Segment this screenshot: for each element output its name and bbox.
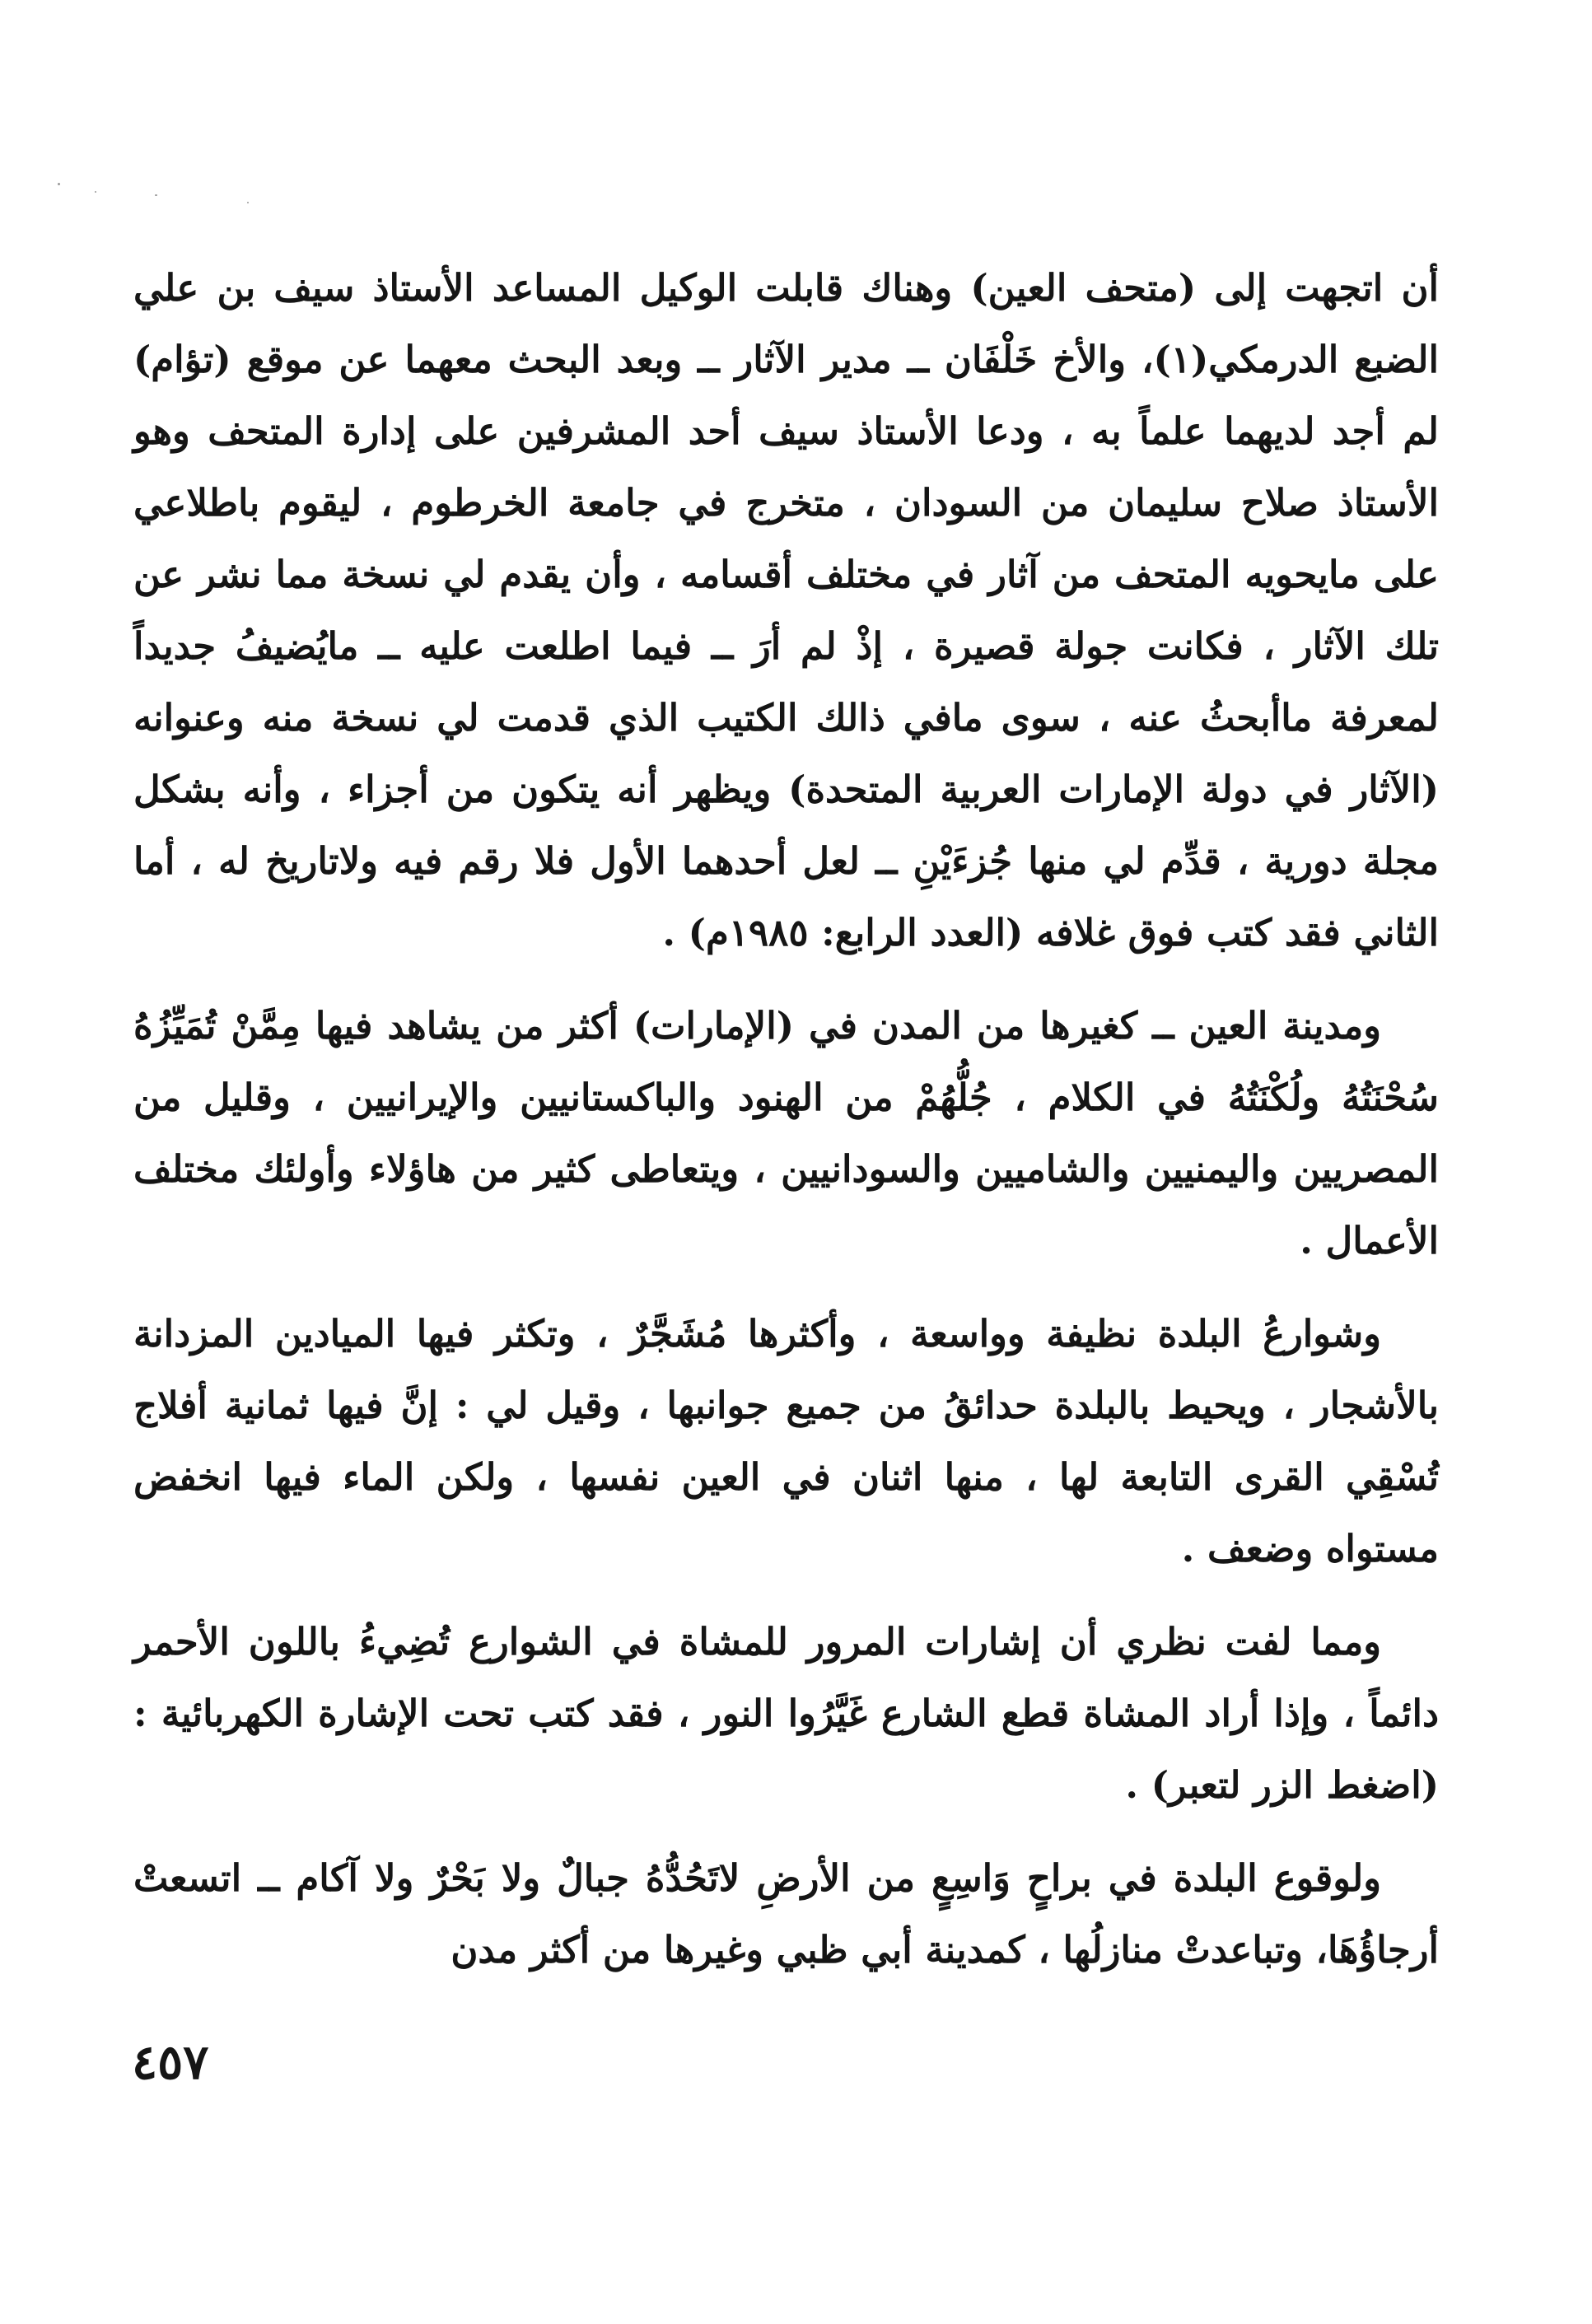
scan-speck [58, 183, 60, 185]
scan-speck [155, 194, 157, 196]
paragraph-3: وشوارعُ البلدة نظيفة وواسعة ، وأكثرها مُشَجَّرٌ ، وتكثر فيها الميادين المزدانة بالأشجار ، ويحيط بالبلدة حدائقُ من جميع جوانبها ، وقيل لي : إنَّ فيها ثمانية أفلاج تُسْقِي القرى التابعة لها ، منها اثنان في العين نفسها ، ولكن الماء فيها انخفض مستواه وضعف . [133, 1312, 1439, 1570]
paragraph-2: ومدينة العين ــ كغيرها من المدن في (الإمارات) أكثر من يشاهد فيها مِمَّنْ تُمَيِّزُهُ سُحْنَتُهُ ولُكْنَتُهُ في الكلام ، جُلُّهُمْ من الهنود والباكستانيين والإيرانيين ، وقليل من المصريين واليمنيين والشاميين والسودانيين ، ويتعاطى كثير من هاؤلاء وأولئك مختلف الأعمال . [133, 1004, 1439, 1262]
scan-speck [95, 191, 96, 193]
page-number: ٤٥٧ [132, 2034, 209, 2090]
paragraph-4: ومما لفت نظري أن إشارات المرور للمشاة في الشوارع تُضِيءُ باللون الأحمر دائماً ، وإذا أراد المشاة قطع الشارع غَيَّرُوا النور ، فقد كتب تحت الإشارة الكهربائية : (اضغط الزر لتعبر) . [133, 1620, 1439, 1807]
scan-speck [247, 202, 249, 203]
body-text [133, 252, 1439, 2007]
paragraph-5: ولوقوع البلدة في براحٍ وَاسِعٍ من الأرضِ لاتَحُدُّهُ جبالٌ ولا بَحْرٌ ولا آكام ــ اتسعتْ أرجاؤُهَا، وتباعدتْ منازلُها ، كمدينة أبي ظبي وغيرها من أكثر مدن [133, 1856, 1439, 1972]
paragraph-1: أن اتجهت إلى (متحف العين) وهناك قابلت الوكيل المساعد الأستاذ سيف بن علي الضبع الدرمكي(١)، والأخ خَلْفَان ــ مدير الآثار ــ وبعد البحث معهما عن موقع (تؤام) لم أجد لديهما علماً به ، ودعا الأستاذ سيف أحد المشرفين على إدارة المتحف وهو الأستاذ صلاح سليمان من السودان ، متخرج في جامعة الخرطوم ، ليقوم باطلاعي على مايحويه المتحف من آثار في مختلف أقسامه ، وأن يقدم لي نسخة مما نشر عن تلك الآثار ، فكانت جولة قصيرة ، إذْ لم أرَ ــ فيما اطلعت عليه ــ مايُضيفُ جديداً لمعرفة ماأبحثُ عنه ، سوى مافي ذالك الكتيب الذي قدمت لي نسخة منه وعنوانه (الآثار في دولة الإمارات العربية المتحدة) ويظهر أنه يتكون من أجزاء ، وأنه بشكل مجلة دورية ، قدِّم لي منها جُزءَيْنِ ــ لعل أحدهما الأول فلا رقم فيه ولاتاريخ له ، أما الثاني فقد كتب فوق غلافه (العدد الرابع: ١٩٨٥م) . [133, 266, 1440, 954]
